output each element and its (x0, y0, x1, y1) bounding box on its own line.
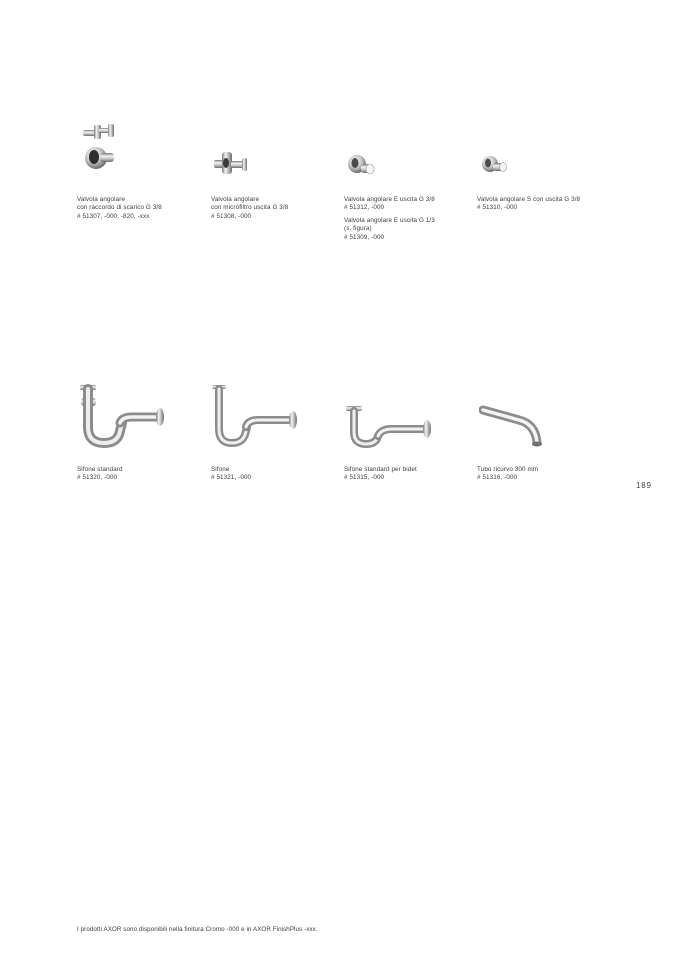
product-alt-name-line2: (s. figura) (344, 225, 372, 233)
product-caption-51308 (211, 196, 288, 221)
product-caption-51312 (344, 196, 435, 242)
product-name-line1: Valvola angolare S con uscita G 3/8 (477, 196, 581, 203)
product-name-line1: Sifone standard (77, 466, 123, 473)
standard-siphon-image (76, 383, 168, 449)
curved-tube-image (479, 402, 545, 450)
product-caption-51320 (77, 466, 123, 483)
product-code: # 51315, -000 (344, 474, 385, 482)
product-caption-51321 (211, 466, 251, 483)
product-code: # 51307, -000, -820, -xxx (77, 212, 150, 220)
product-alt-name-line1: Valvola angolare E uscita G 1/3 (344, 216, 435, 224)
product-code: # 51320, -000 (77, 474, 118, 482)
product-name-line1: Tubo ricurvo 300 mm (477, 466, 539, 473)
product-name-line1: Sifone (211, 466, 230, 473)
angle-valve-microfilter-image (212, 150, 250, 178)
product-code: # 51312, -000 (344, 204, 385, 212)
product-alt-code: # 51309, -000 (344, 233, 385, 241)
product-caption-51310 (477, 196, 580, 213)
page-number: 189 (636, 481, 652, 490)
footer-note: I prodotti AXOR sono disponibili nella finitura Cromo -000 e in AXOR FinishPlus -xxx. (77, 926, 318, 933)
product-name-line1: Valvola angolare (77, 196, 126, 203)
bidet-siphon-image (344, 404, 436, 448)
angle-valve-with-drain-image (80, 122, 120, 177)
product-name-line2: con raccordo di scarico G 3/8 (77, 204, 162, 212)
product-code: # 51316, -000 (477, 474, 518, 482)
product-code: # 51310, -000 (477, 204, 518, 212)
product-name-line1: Sifone standard per bidet (344, 466, 417, 473)
angle-valve-e-image (346, 152, 376, 178)
product-code: # 51321, -000 (211, 474, 252, 482)
product-caption-51316 (477, 466, 538, 483)
product-name-line1: Valvola angolare (211, 196, 260, 203)
angle-valve-s-image (479, 153, 509, 177)
product-code: # 51308, -000 (211, 212, 252, 220)
product-caption-51307 (77, 196, 162, 221)
product-name-line2: con microfiltro uscita G 3/8 (211, 204, 289, 212)
product-name-line1: Valvola angolare E uscita G 3/8 (344, 196, 435, 203)
siphon-image (210, 383, 302, 449)
product-caption-51315 (344, 466, 417, 483)
